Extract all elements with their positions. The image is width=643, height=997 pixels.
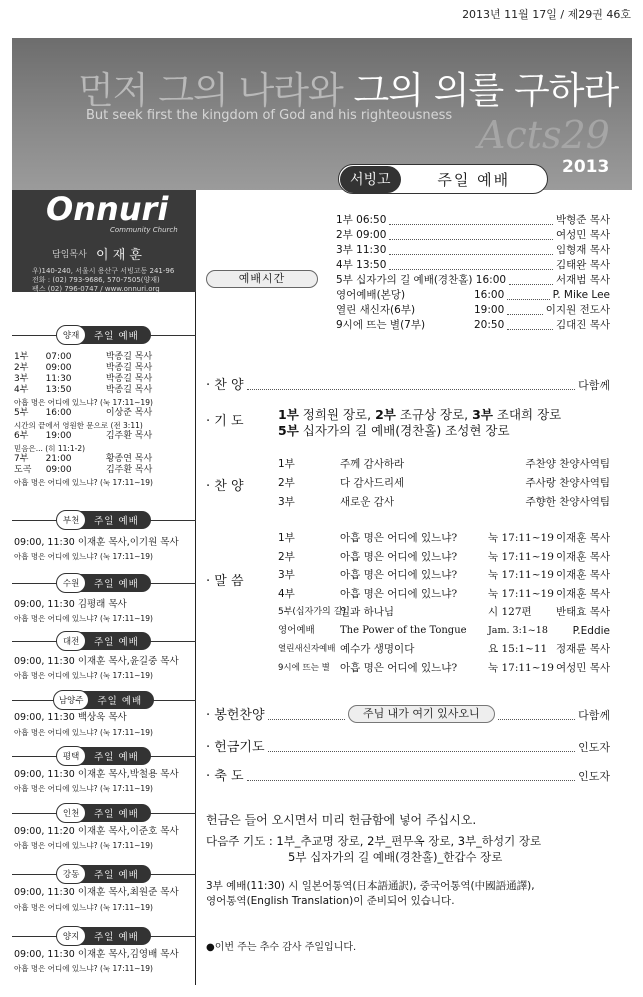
church-fax-web: 팩스 (02) 796-0747 / www.onnuri.org: [32, 285, 160, 293]
table-row: 영어예배 The Power of the Tongue Jam. 3:1~18 P.Eddie: [278, 624, 610, 637]
service-row: 영어예배(본당) 16:00 P. Mike Lee: [336, 289, 610, 301]
order-hymn2-label: · 찬 양: [206, 479, 244, 494]
list-item: 09:00, 11:30 이재훈 목사,이기원 목사: [14, 537, 179, 548]
list-item: 1부 07:00 박종길 목사: [14, 352, 153, 362]
translation-note-1: 3부 예배(11:30) 시 일본어통역(日本語通訳), 중국어통역(中國語通譯),: [206, 880, 535, 892]
order-sermon-label: · 말 씀: [206, 574, 244, 589]
campus-header-suwon: 수원 주일 예배: [12, 573, 196, 593]
sermon-note: 아흡 명은 어디에 있느냐? (눅 17:11~19): [14, 784, 153, 793]
campus-label: 서빙고: [340, 166, 401, 193]
pastor-name: 이 재 훈: [96, 248, 142, 263]
service-row: 1부 06:50 박형준 목사: [336, 214, 610, 226]
list-item: 3부 11:30 박종길 목사: [14, 374, 153, 384]
sermon-note: 믿음은... (히 11:1-2): [14, 444, 86, 453]
thanksgiving-note: ●이번 주는 추수 감사 주일입니다.: [206, 942, 357, 953]
service-row: 열린 새신자(6부) 19:00 이지원 전도사: [336, 304, 610, 316]
church-address: 우)140-240, 서울시 용산구 서빙고동 241-96: [32, 267, 175, 275]
campus-header-gangdong: 강동 주일 예배: [12, 864, 196, 884]
sermon-note: 아흡 명은 어디에 있느냐? (눅 17:11~19): [14, 841, 153, 850]
banner-subtitle: But seek first the kingdom of God and his righteousness: [86, 108, 453, 123]
list-item: 09:00, 11:30 이재훈 목사,최원준 목사: [14, 887, 179, 898]
list-item: 2부 09:00 박종길 목사: [14, 363, 153, 373]
sermon-note: 아흡 명은 어디에 있느냐? (눅 17:11~19): [14, 478, 153, 487]
sermon-note: 아흡 명은 어디에 있느냐? (눅 17:11~19): [14, 552, 153, 561]
sermon-note: 아흡 명은 어디에 있느냐? (눅 17:11~19): [14, 614, 153, 623]
prayer-line-2: 5부 십자가의 길 예배(경찬홀) 조성현 장로: [278, 423, 510, 438]
campus-header-yangjae: 양재 주일 예배: [12, 325, 196, 345]
table-row: 2부 아흡 명은 어디에 있느냐? 눅 17:11~19 이재훈 목사: [278, 550, 610, 563]
list-item: 09:00, 11:30 이재훈 목사,윤길중 목사: [14, 656, 179, 667]
order-offering-hymn: · 봉헌찬양 주님 내가 여기 있사오니 다함께: [206, 707, 611, 723]
service-row: 9시에 뜨는 별(7부) 20:50 김대진 목사: [336, 319, 610, 331]
order-hymn: · 찬 양 다함께: [206, 378, 610, 393]
church-name: Onnuri: [46, 190, 169, 228]
church-subtitle: Community Church: [110, 226, 178, 234]
service-title: 주일 예배: [437, 170, 511, 189]
service-row: 2부 09:00 여성민 목사: [336, 229, 610, 241]
table-row: 2부 다 감사드리세 주사랑 찬양사역팀: [278, 477, 610, 489]
banner-title: 먼저 그의 나라와 그의 의를 구하라: [78, 69, 619, 112]
list-item: 09:00, 11:30 김평래 목사: [14, 599, 127, 610]
order-offering-prayer: · 헌금기도 인도자: [206, 740, 610, 755]
table-row: 3부 아흡 명은 어디에 있느냐? 눅 17:11~19 이재훈 목사: [278, 569, 610, 581]
service-row: 4부 13:50 김태완 목사: [336, 259, 610, 271]
list-item: 6부 19:00 김주환 목사: [14, 431, 153, 441]
campus-header-namyangju: 남양주 주일 예배: [12, 690, 196, 710]
list-item: 09:00, 11:20 이재훈 목사,이준호 목사: [14, 826, 179, 837]
offering-note: 헌금은 들어 오시면서 미리 헌금함에 넣어 주십시오.: [206, 813, 477, 827]
hymn2-table: [278, 455, 610, 512]
campus-header-yangji: 양지 주일 예배: [12, 926, 196, 946]
campus-header-bucheon: 부천 주일 예배: [12, 510, 196, 530]
offering-hymn-title: 주님 내가 여기 있사오니: [348, 705, 495, 723]
service-title-pill: [338, 164, 548, 194]
campus-header-incheon: 인천 주일 예배: [12, 803, 196, 823]
campus-header-pyeongtaek: 평택 주일 예배: [12, 746, 196, 766]
table-row: 9시에 뜨는 별 아흡 명은 어디에 있느냐? 눅 17:11~19 여성민 목사: [278, 661, 610, 674]
service-row: 5부 십자가의 길 예배(경찬홀) 16:00 서재범 목사: [336, 274, 610, 286]
verse-art: Acts29: [478, 113, 610, 157]
table-row: 1부 아흡 명은 어디에 있느냐? 눅 17:11~19 이재훈 목사: [278, 532, 610, 544]
list-item: 도곡 09:00 김주환 목사: [14, 465, 153, 475]
sermon-note: 아흡 명은 어디에 있느냐? (눅 17:11~19): [14, 398, 153, 407]
service-times-label: 예배시간: [206, 270, 318, 288]
list-item: 09:00, 11:30 이재훈 목사,박철용 목사: [14, 769, 179, 780]
sermon-note: 아흡 명은 어디에 있느냐? (눅 17:11~19): [14, 903, 153, 912]
list-item: 09:00, 11:30 백상욱 목사: [14, 712, 127, 723]
sermon-note: 아흡 명은 어디에 있느냐? (눅 17:11~19): [14, 671, 153, 680]
pastor-label: 담임목사: [52, 250, 87, 260]
table-row: 3부 새로운 감사 주향한 찬양사역팀: [278, 496, 610, 508]
sermon-table: [278, 529, 610, 677]
service-row: 3부 11:30 임형재 목사: [336, 244, 610, 256]
year-label: 2013: [562, 157, 610, 177]
table-row: 5부(십자가의 길) 일과 하나님 시 127편 반태효 목사: [278, 606, 610, 618]
sermon-note: 시간의 끝에서 영원한 문으로 (전 3:11): [14, 421, 143, 430]
list-item: 09:00, 11:30 이재훈 목사,김영배 목사: [14, 949, 179, 960]
issue-date: 2013년 11월 17일 / 제29권 46호: [462, 8, 631, 21]
order-prayer-label: · 기 도: [206, 414, 244, 429]
list-item: 4부 13:50 박종길 목사: [14, 385, 153, 395]
church-phone: 전화 : (02) 793-9686, 570-7505(양재): [32, 276, 160, 284]
table-row: 열린새신자예배 예수가 생명이다 요 15:1~11 정재륜 목사: [278, 643, 610, 655]
prayer-line-1: 1부 정희원 장로, 2부 조규상 장로, 3부 조대희 장로: [278, 407, 562, 422]
order-blessing: · 축 도 인도자: [206, 769, 610, 784]
table-row: 1부 주께 감사하라 주찬양 찬양사역팀: [278, 458, 610, 470]
next-prayer-1: 다음주 기도 : 1부_추교명 장로, 2부_편무옥 장로, 3부_하성기 장로: [206, 834, 542, 848]
list-item: 7부 21:00 황종연 목사: [14, 454, 153, 464]
sermon-note: 아흡 명은 어디에 있느냐? (눅 17:11~19): [14, 728, 153, 737]
next-prayer-2: 5부 십자가의 길 예배(경찬홀)_한갑수 장로: [288, 850, 503, 864]
translation-note-2: 영어통역(English Translation)이 준비되어 있습니다.: [206, 895, 455, 907]
list-item: 5부 16:00 이상준 목사: [14, 408, 153, 418]
sermon-note: 아흡 명은 어디에 있느냐? (눅 17:11~19): [14, 964, 153, 973]
campus-header-daejeon: 대전 주일 예배: [12, 631, 196, 651]
table-row: 4부 아흡 명은 어디에 있느냐? 눅 17:11~19 이재훈 목사: [278, 587, 610, 600]
service-times-list: [336, 213, 610, 333]
